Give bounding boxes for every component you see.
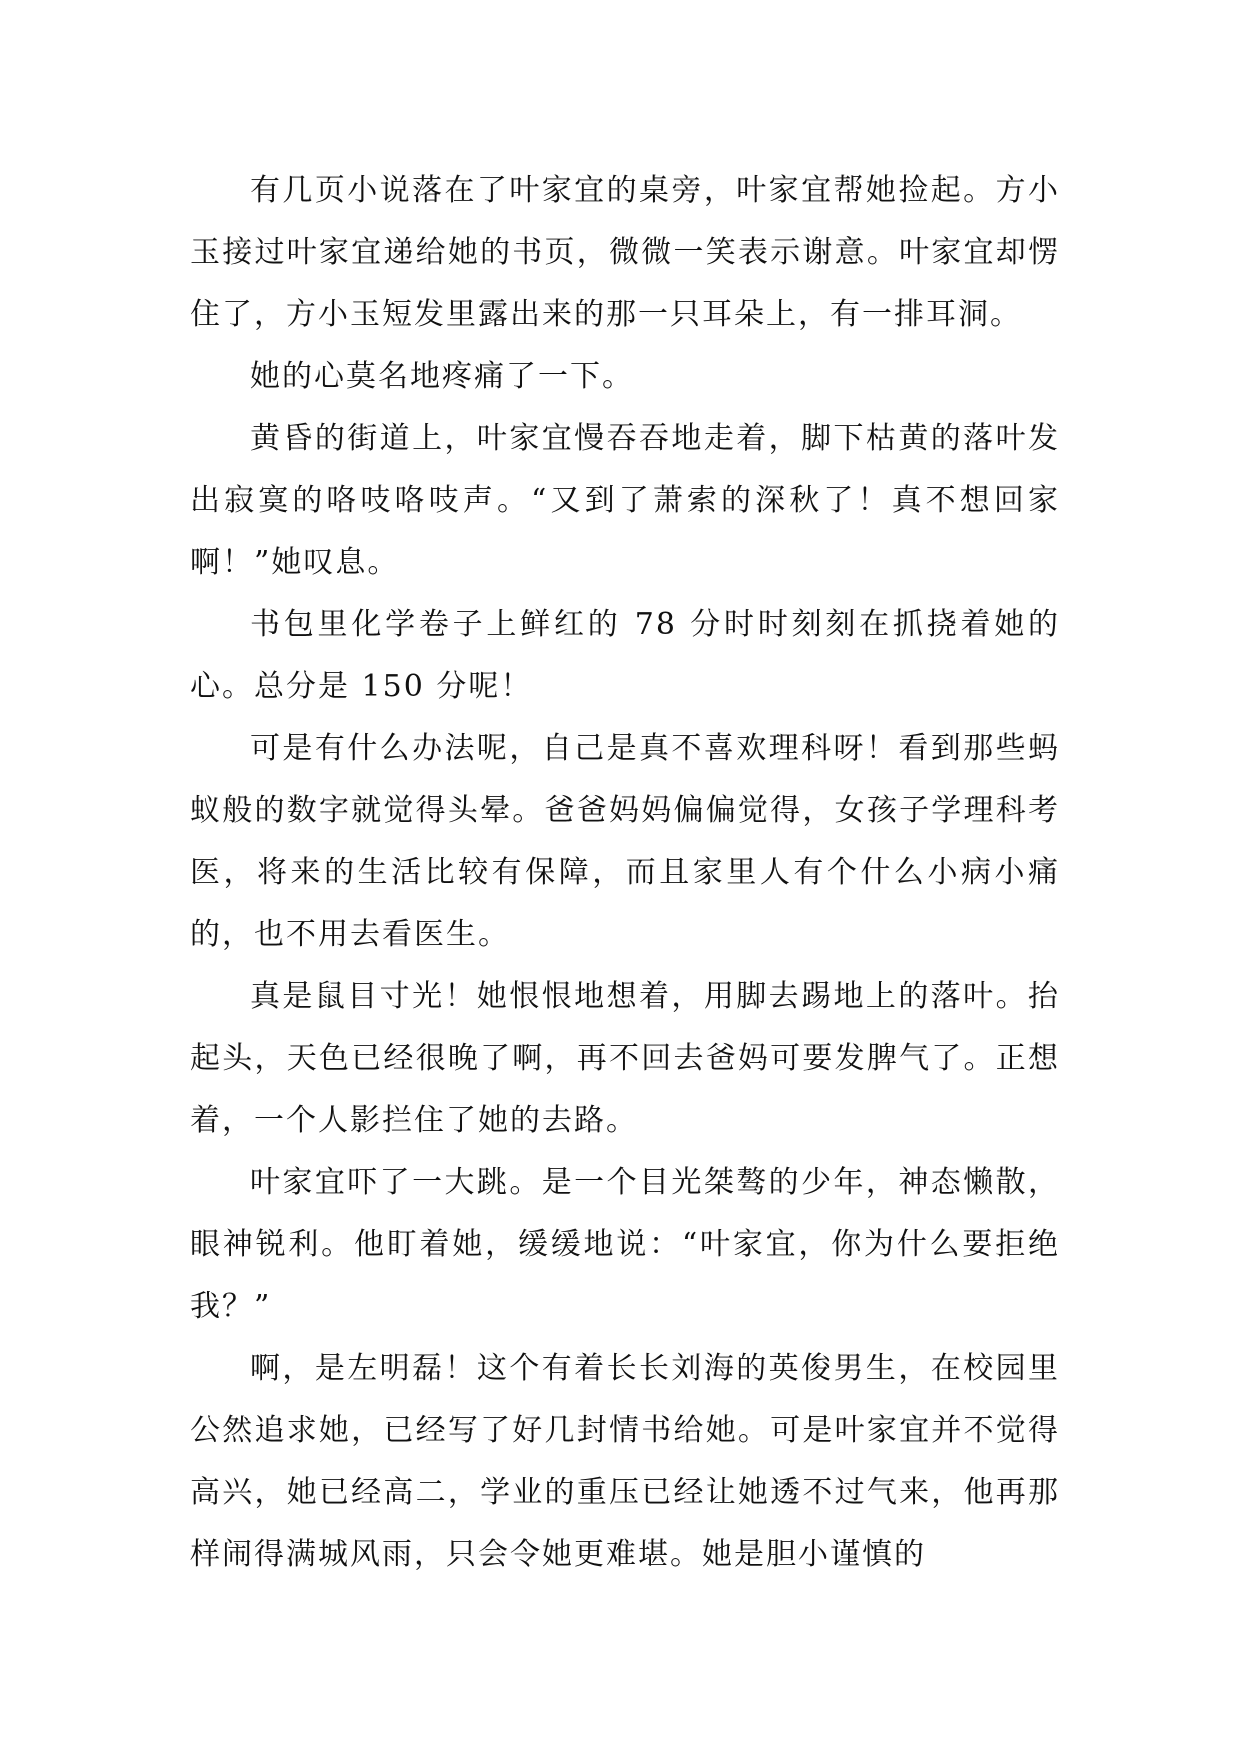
paragraph: 叶家宜吓了一大跳。是一个目光桀骜的少年，神态懒散，眼神锐利。他盯着她，缓缓地说：“叶家宜，你为什么要拒绝我？” (190, 1165, 1060, 1324)
document-body (190, 160, 1060, 1586)
paragraph: 她的心莫名地疼痛了一下。 (250, 359, 634, 394)
paragraph: 真是鼠目寸光！她恨恨地想着，用脚去踢地上的落叶。抬起头，天色已经很晚了啊，再不回去爸妈可要发脾气了。正想着，一个人影拦住了她的去路。 (190, 979, 1060, 1138)
paragraph: 可是有什么办法呢，自己是真不喜欢理科呀！看到那些蚂蚁般的数字就觉得头晕。爸爸妈妈偏偏觉得，女孩子学理科考医，将来的生活比较有保障，而且家里人有个什么小病小痛的，也不用去看医生。 (190, 731, 1060, 952)
paragraph: 啊，是左明磊！这个有着长长刘海的英俊男生，在校园里公然追求她，已经写了好几封情书给她。可是叶家宜并不觉得高兴，她已经高二，学业的重压已经让她透不过气来，他再那样闹得满城风雨，只会令她更难堪。她是胆小谨慎的 (190, 1351, 1060, 1572)
paragraph: 黄昏的街道上，叶家宜慢吞吞地走着，脚下枯黄的落叶发出寂寞的咯吱咯吱声。“又到了萧索的深秋了！真不想回家啊！”她叹息。 (190, 421, 1060, 580)
paragraph: 书包里化学卷子上鲜红的 78 分时时刻刻在抓挠着她的心。总分是 150 分呢！ (190, 607, 1060, 704)
paragraph: 有几页小说落在了叶家宜的桌旁，叶家宜帮她捡起。方小玉接过叶家宜递给她的书页，微微一笑表示谢意。叶家宜却愣住了，方小玉短发里露出来的那一只耳朵上，有一排耳洞。 (190, 173, 1060, 332)
